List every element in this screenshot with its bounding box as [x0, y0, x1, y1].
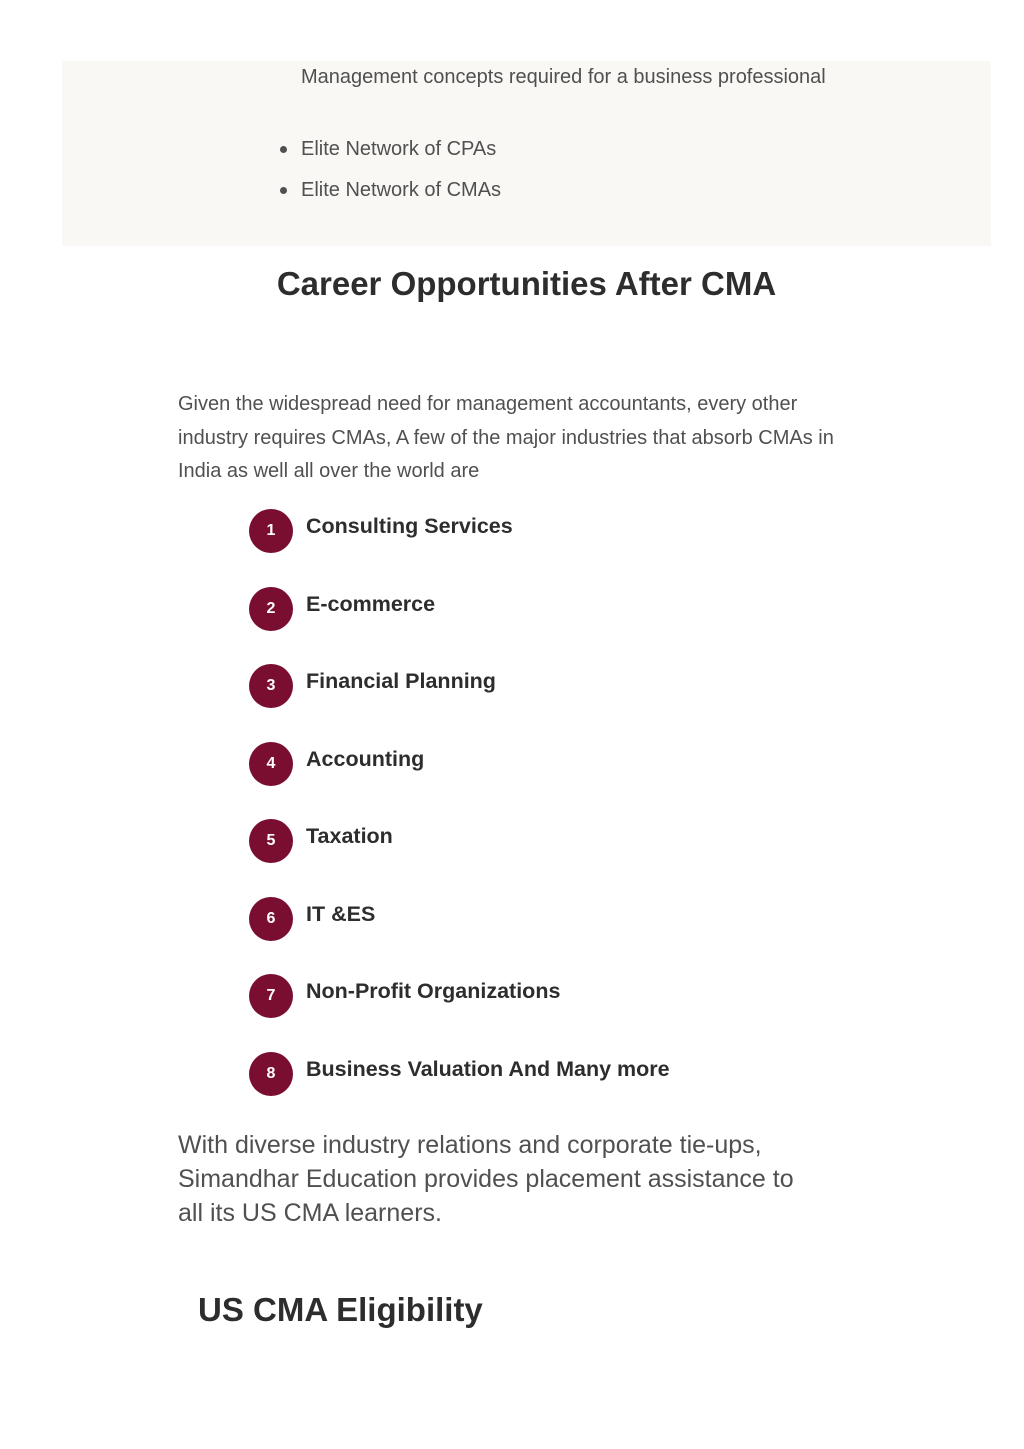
number-badge: 8 [249, 1052, 293, 1096]
industry-item-ites [249, 896, 869, 974]
industry-label: Consulting Services [306, 514, 513, 538]
industry-label: Non-Profit Organizations [306, 979, 561, 1003]
benefit-item: Elite Network of CMAs [301, 173, 501, 214]
industry-label: Business Valuation And Many more [306, 1056, 670, 1081]
eligibility-section-title: US CMA Eligibility [198, 1291, 483, 1328]
industry-list [249, 508, 869, 1128]
industry-item-business-valuation [249, 1051, 869, 1129]
industry-item-non-profit [249, 973, 869, 1051]
number-badge: 4 [249, 742, 293, 786]
number-badge: 1 [249, 509, 293, 553]
industry-item-consulting [249, 508, 869, 586]
number-badge: 7 [249, 974, 293, 1018]
industry-label: E-commerce [306, 591, 436, 616]
career-section-title: Career Opportunities After CMA [276, 265, 777, 302]
number-badge: 3 [249, 664, 293, 708]
industry-label: Financial Planning [306, 669, 496, 693]
career-intro-text: Given the widespread need for management accountants, every other industry requires CMAs, A few of the major industries that absorb CMAs in India as well all over the world are [178, 393, 834, 482]
number-badge: 2 [249, 587, 293, 631]
placement-text: With diverse industry relations and corporate tie-ups, Simandhar Education provides placement assistance to all its US CMA learners. [178, 1131, 794, 1227]
benefits-list [301, 132, 501, 214]
benefit-item: Elite Network of CPAs [301, 132, 501, 173]
industry-label: Accounting [306, 746, 425, 771]
industry-label: Taxation [306, 824, 393, 848]
industry-label: IT &ES [306, 901, 376, 926]
benefit-continuation-text: Management concepts required for a business professional [301, 66, 826, 88]
industry-item-ecommerce [249, 586, 869, 664]
number-badge: 6 [249, 897, 293, 941]
industry-item-accounting [249, 741, 869, 819]
number-badge: 5 [249, 819, 293, 863]
industry-item-financial-planning [249, 663, 869, 741]
industry-item-taxation [249, 818, 869, 896]
